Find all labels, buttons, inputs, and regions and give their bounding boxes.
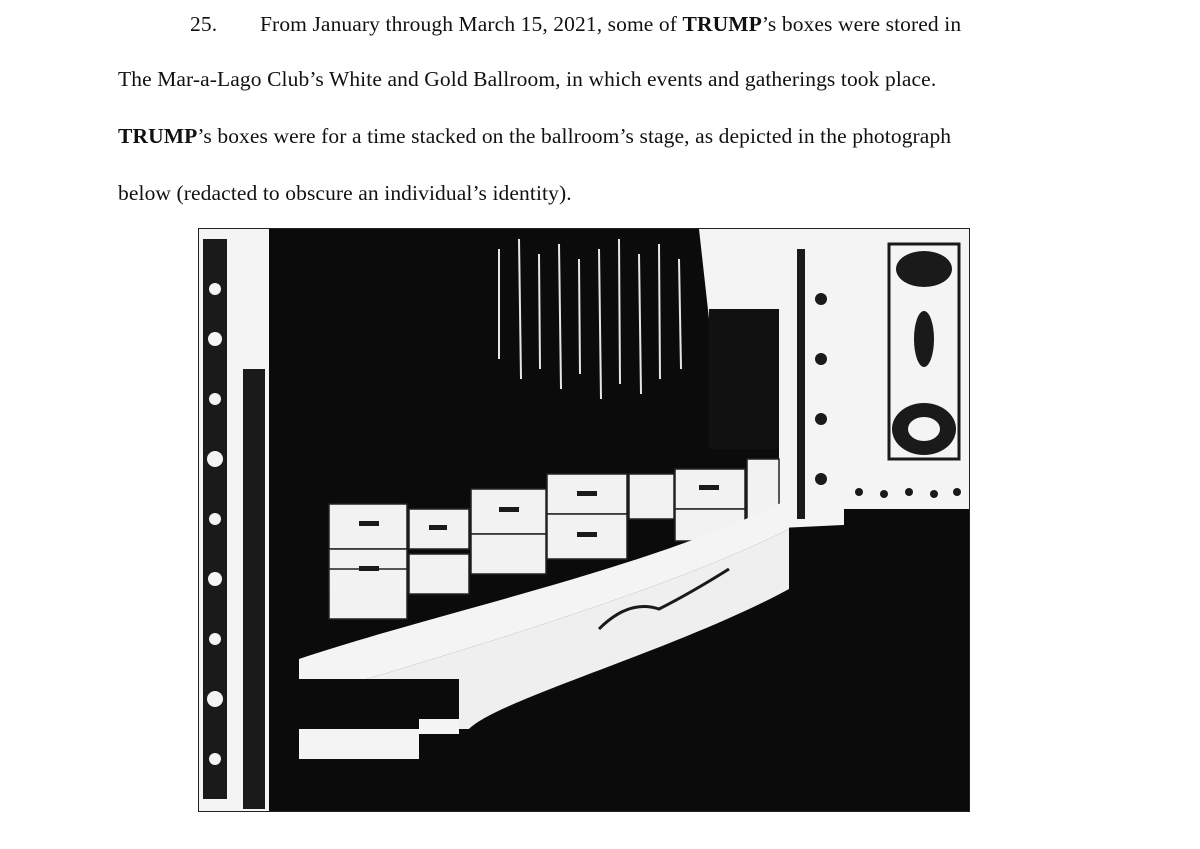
photo-illustration [199,229,969,811]
trump-bold-2: TRUMP [118,124,198,148]
right-column [779,229,844,539]
stage-step-edge [299,729,419,759]
line1-text: From January through March 15, 2021, some of [260,12,683,36]
paragraph-line-1 [190,12,961,37]
wall-ornament-top [896,251,952,287]
line3-text: ’s boxes were for a time stacked on the ballroom’s stage, as depicted in the photograph [197,124,952,148]
paragraph-number: 25. [190,12,218,36]
lower-floor [269,759,969,811]
paragraph-line-3 [118,124,951,149]
paragraph-line-4: below (redacted to obscure an individual’s identity). [118,181,572,205]
upper-wall [699,229,779,319]
left-pillar-edge [243,369,265,809]
wall-ornament-mid [914,311,934,367]
doorway [709,309,779,449]
ballroom-stage-photo [198,228,970,812]
trump-bold-1: TRUMP [682,12,762,36]
paragraph-line-2: The Mar-a-Lago Club’s White and Gold Ballroom, in which events and gatherings took place. [118,67,937,91]
line1-text-end: ’s boxes were stored in [761,12,962,36]
